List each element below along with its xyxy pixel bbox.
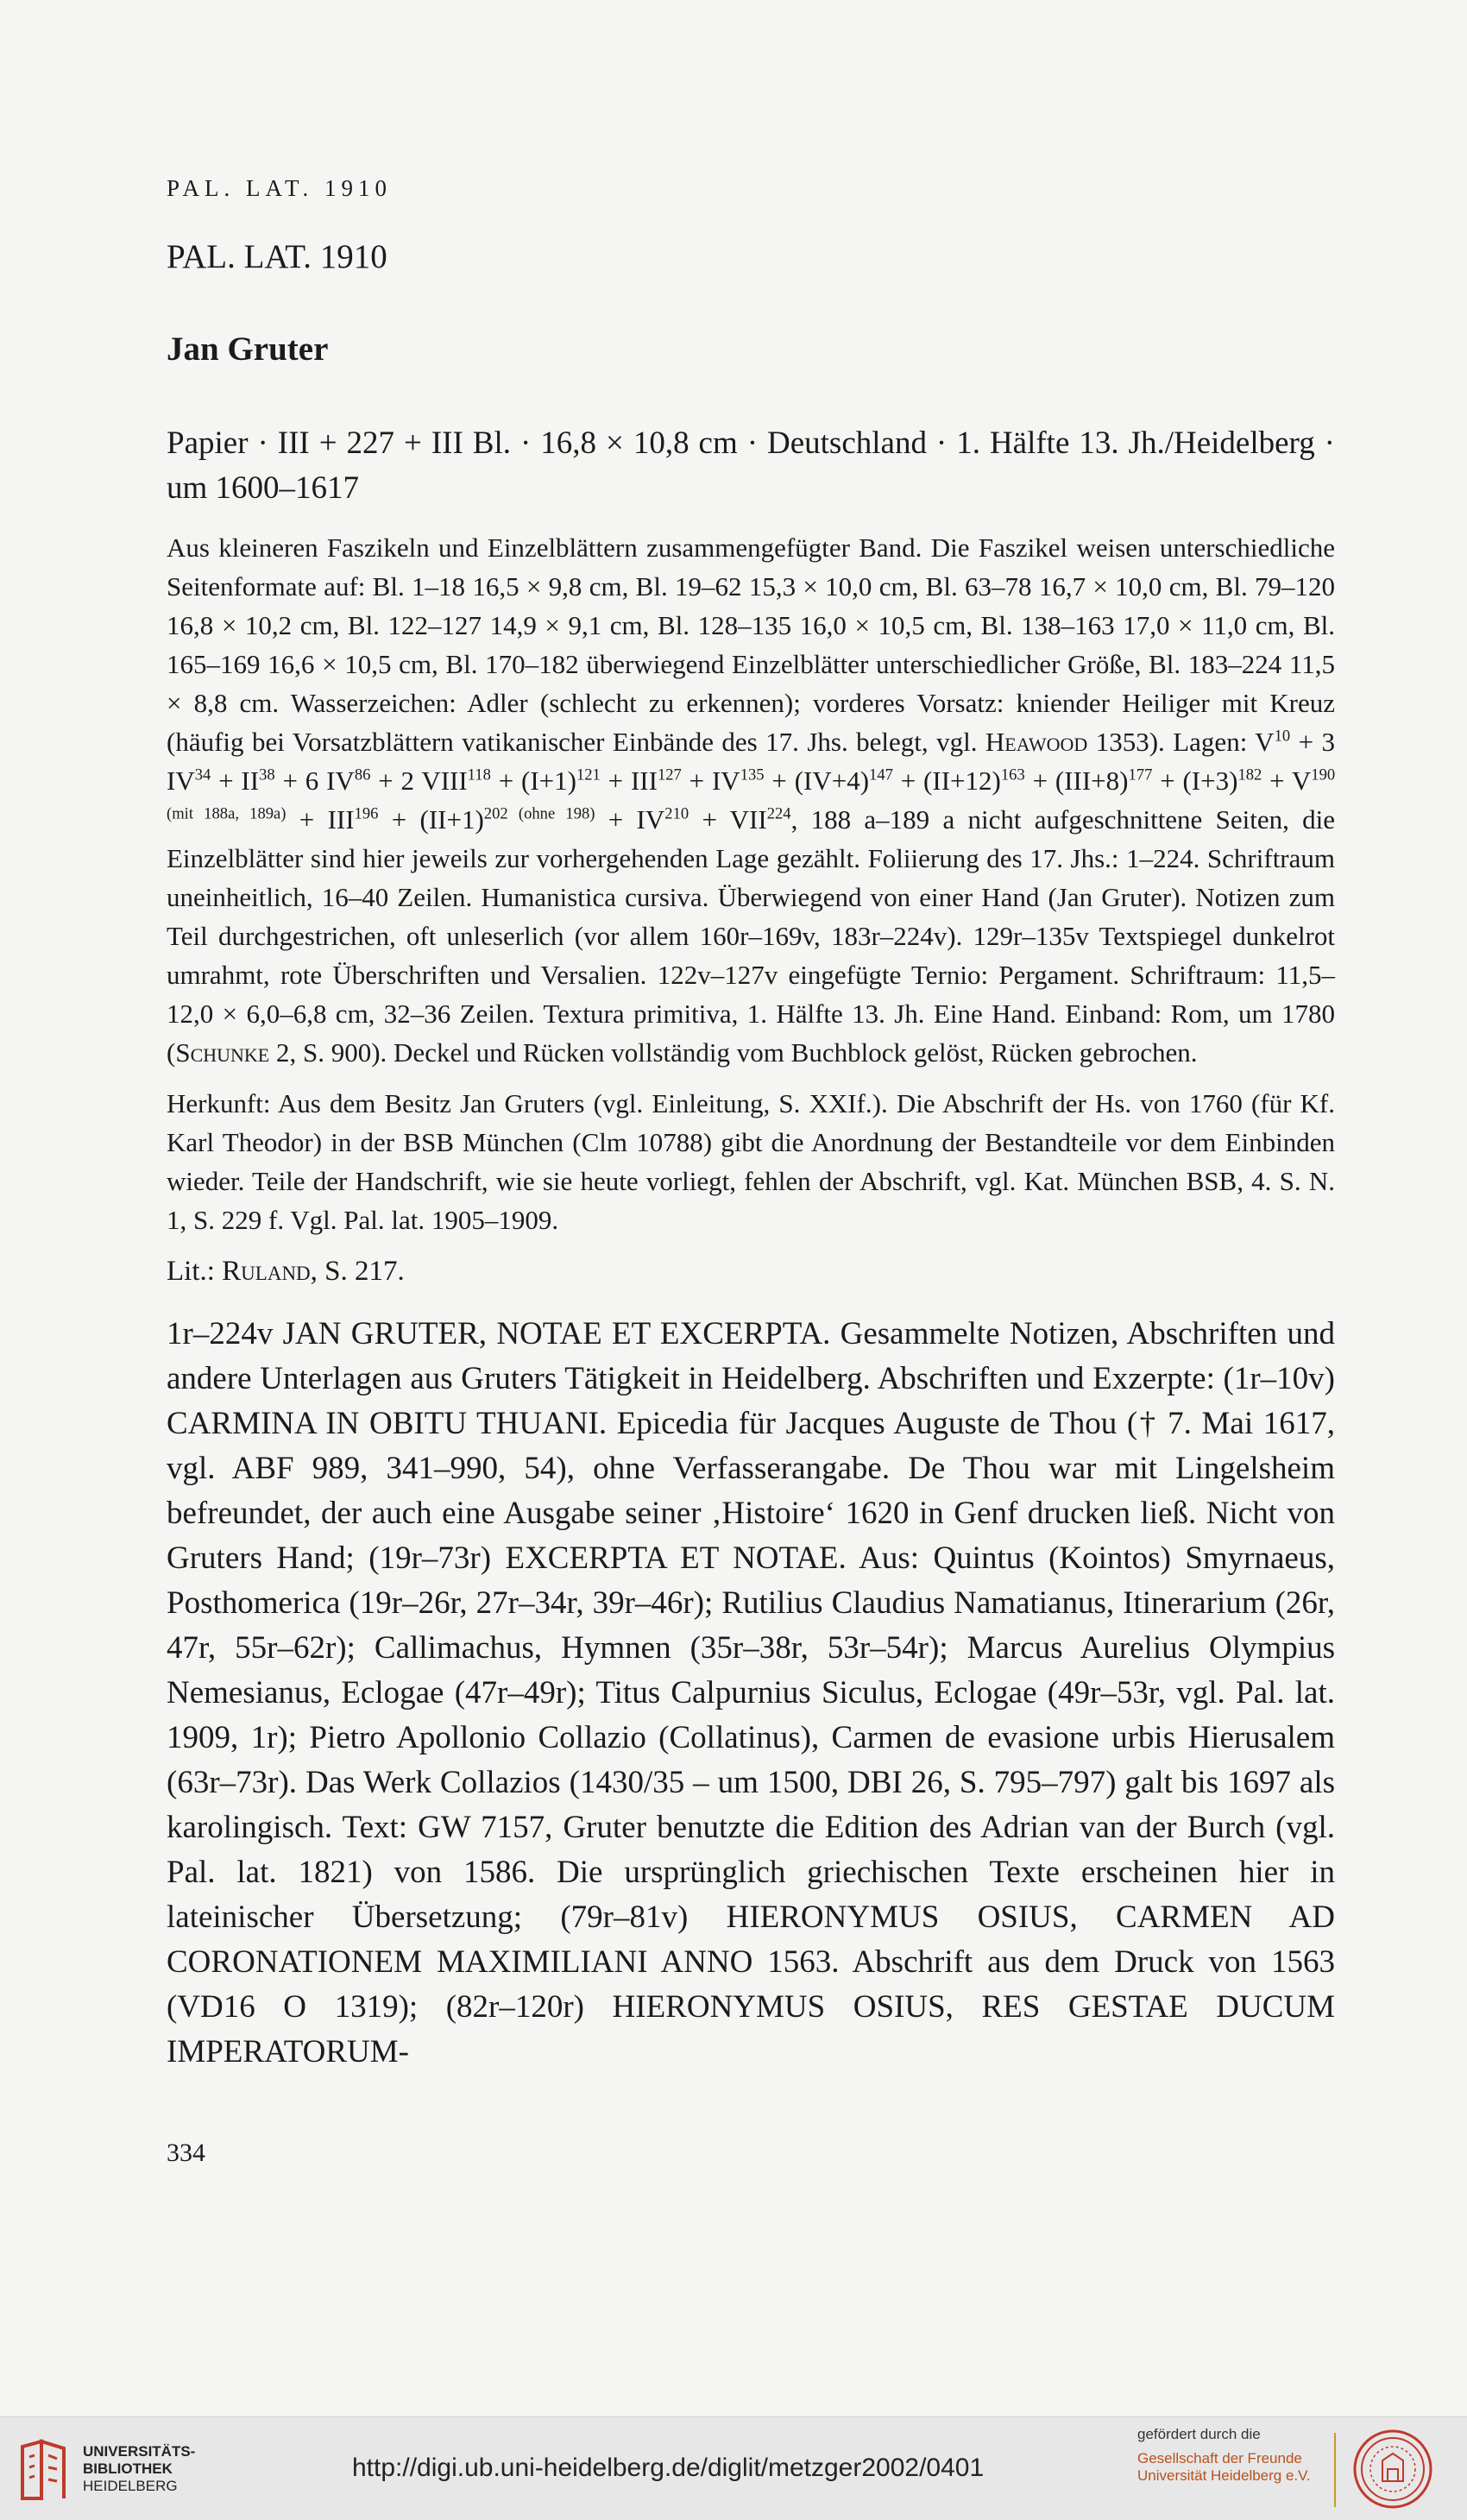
literature: Lit.: Ruland, S. 217.	[167, 1256, 405, 1287]
provenance: Herkunft: Aus dem Besitz Jan Gruters (vgl. Einleitung, S. XXIf.). Die Abschrift der Hs. von 1760 (für Kf. Karl Theodor) in der BSB München (Clm 10788) gibt die Anordnung der Bestandteile vor dem Einbinden wieder. Teile der Handschrift, wie sie heute vorliegt, fehlen der Abschrift, vgl. Kat. München BSB, 4. S. N. 1, S. 229 f. Vgl. Pal. lat. 1905–1909.	[167, 1088, 1335, 1235]
university-seal-icon	[1351, 2428, 1434, 2511]
entry-content	[167, 421, 1335, 2075]
codex-metadata: Papier · III + 227 + III Bl. · 16,8 × 10,8 cm · Deutschland · 1. Hälfte 13. Jh./Heidelberg · um 1600–1617	[167, 425, 1335, 506]
page-number: 334	[167, 2139, 205, 2167]
shelfmark-heading: PAL. LAT. 1910	[167, 238, 387, 275]
ub-heidelberg-name: UNIVERSITÄTS- BIBLIOTHEK HEIDELBERG	[83, 2443, 196, 2494]
footer-bar	[0, 2416, 1467, 2520]
footer-divider	[1334, 2433, 1336, 2507]
source-url-link[interactable]: http://digi.ub.uni-heidelberg.de/diglit/metzger2002/0401	[352, 2454, 985, 2482]
contents-notes: 1r–224v JAN GRUTER, NOTAE ET EXCERPTA. Gesammelte Notizen, Abschriften und andere Unterlagen aus Gruters Tätigkeit in Heidelberg. Abschriften und Exzerpte: (1r–10v) CARMINA IN OBITU THUANI. Epicedia für Jacques Auguste de Thou († 7. Mai 1617, vgl. ABF 989, 341–990, 54), ohne Verfasserangabe. De Thou war mit Lingelsheim befreundet, der auch eine Ausgabe seiner ‚Histoire‘ 1620 in Genf drucken ließ. Nicht von Gruters Hand; (19r–73r) EXCERPTA ET NOTAE. Aus: Quintus (Kointos) Smyrnaeus, Posthomerica (19r–26r, 27r–34r, 39r–46r); Rutilius Claudius Namatianus, Itinerarium (26r, 47r, 55r–62r); Callimachus, Hymnen (35r–38r, 53r–54r); Marcus Aurelius Olympius Nemesianus, Eclogae (47r–49r); Titus Calpurnius Siculus, Eclogae (49r–53r, vgl. Pal. lat. 1909, 1r); Pietro Apollonio Collazio (Collatinus), Carmen de evasione urbis Hierusalem (63r–73r). Das Werk Collazios (1430/35 – um 1500, DBI 26, S. 795–797) galt bis 1697 als karolingisch. Text: GW 7157, Gruter benutzte die Edition des Adrian van der Burch (vgl. Pal. lat. 1821) von 1586. Die ursprünglich griechischen Texte erscheinen hier in lateinischer Übersetzung; (79r–81v) HIERONYMUS OSIUS, CARMEN AD CORONATIONEM MAXIMILIANI ANNO 1563. Abschrift aus dem Druck von 1563 (VD16 O 1319); (82r–120r) HIERONYMUS OSIUS, RES GESTAE DUCUM IMPERATORUM-	[167, 1316, 1335, 2070]
ub-heidelberg-logo-icon	[16, 2438, 72, 2504]
author-heading: Jan Gruter	[167, 331, 329, 368]
running-head: PAL. LAT. 1910	[167, 175, 393, 201]
society-name: Gesellschaft der Freunde Universität Heidelberg e.V.	[1137, 2450, 1311, 2484]
funded-by-label: gefördert durch die	[1137, 2426, 1261, 2442]
physical-description: Aus kleineren Faszikeln und Einzelblättern zusammengefügter Band. Die Faszikel weisen unterschiedliche Seitenformate auf: Bl. 1–18 16,5 × 9,8 cm, Bl. 19–62 15,3 × 10,0 cm, Bl. 63–78 16,7 × 10,0 cm, Bl. 79–120 16,8 × 10,2 cm, Bl. 122–127 14,9 × 9,1 cm, Bl. 128–135 16,0 × 10,5 cm, Bl. 138–163 17,0 × 11,0 cm, Bl. 165–169 16,6 × 10,5 cm, Bl. 170–182 überwiegend Einzelblätter unterschiedlicher Größe, Bl. 183–224 11,5 × 8,8 cm. Wasserzeichen: Adler (schlecht zu erkennen); vorderes Vorsatz: kniender Heiliger mit Kreuz (häufig bei Vorsatzblättern vatikanischer Einbände des 17. Jhs. belegt, vgl. Heawood 1353). Lagen: $V^{10} + 3$ $IV^{34} + II^{38} + 6$ IV$^{86}$ + 2 VIII$^{118}$ + $(I+1)^{121} + III^{127} + IV^{135} + (IV+4)^{147} + (II+12)^{163} + (III+8)^{177} + (I+3)^{182} + V^{190 (mit 188a, 189a)} + III^{196} + (II+1)^{202 (ohne 198)} + IV^{210} + VII^{224}$, 188 a–189 a nicht aufgeschnittene Seiten, die Einzelblätter sind hier jeweils zur vorhergehenden Lage gezählt. Foliierung des 17. Jhs.: 1–224. Schriftraum uneinheitlich, 16–40 Zeilen. Humanistica cursiva. Überwiegend von einer Hand (Jan Gruter). Notizen zum Teil durchgestrichen, oft unleserlich (vor allem 160r–169v, 183r–224v). 129r–135v Textspiegel dunkelrot umrahmt, rote Überschriften und Versalien. 122v–127v eingefügte Ternio: Pergament. Schriftraum: 11,5–12,0 × 6,0–6,8 cm, 32–36 Zeilen. Textura primitiva, 1. Hälfte 13. Jh. Eine Hand. Einband: Rom, um 1780 (Schunke 2, S. 900). Deckel und Rücken vollständig vom Buchblock gelöst, Rücken gebrochen.	[167, 532, 1336, 1068]
